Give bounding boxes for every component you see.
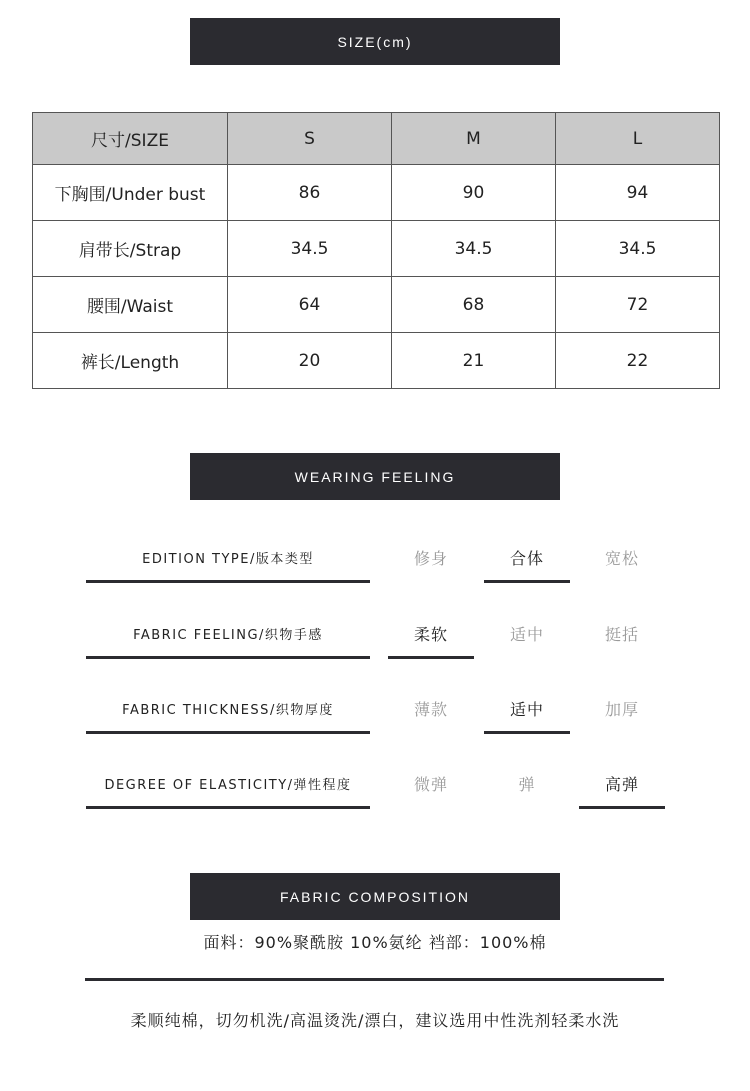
table-row	[33, 333, 720, 389]
cell-value: 20	[228, 333, 392, 389]
feeling-option: 适中	[509, 625, 544, 644]
care-instructions: 柔顺纯棉，切勿机洗/高温烫洗/漂白，建议选用中性洗剂轻柔水洗	[130, 1011, 620, 1030]
cell-value: 68	[392, 277, 556, 333]
feeling-option: 薄款	[413, 700, 448, 719]
feeling-option: 加厚	[604, 700, 639, 719]
header-s: S	[228, 113, 392, 165]
feeling-option: 弹	[518, 775, 536, 794]
cell-value: 64	[228, 277, 392, 333]
wearing-banner	[190, 453, 560, 500]
divider	[85, 978, 664, 981]
cell-value: 21	[392, 333, 556, 389]
size-table	[32, 112, 720, 389]
feeling-option: 宽松	[604, 549, 639, 568]
table-row	[33, 277, 720, 333]
wearing-title: WEARING FEELING	[294, 468, 456, 485]
feeling-option: 修身	[413, 549, 448, 568]
feeling-label: DEGREE OF ELASTICITY/弹性程度	[86, 761, 370, 809]
feeling-option: 高弹	[579, 761, 665, 809]
row-label: 裤长/Length	[33, 333, 228, 389]
size-banner	[190, 18, 560, 65]
composition-text: 面料：90%聚酰胺 10%氨纶 裆部：100%棉	[203, 933, 547, 952]
table-row	[33, 221, 720, 277]
feeling-label: FABRIC FEELING/织物手感	[86, 611, 370, 659]
feeling-option: 适中	[484, 686, 570, 734]
header-m: M	[392, 113, 556, 165]
cell-value: 90	[392, 165, 556, 221]
feeling-label: FABRIC THICKNESS/织物厚度	[86, 686, 370, 734]
feeling-row-fabric-feeling	[86, 611, 666, 661]
table-row	[33, 165, 720, 221]
size-title: SIZE(cm)	[337, 33, 413, 50]
table-header-row	[33, 113, 720, 165]
feeling-option: 挺括	[604, 625, 639, 644]
composition-title: FABRIC COMPOSITION	[279, 888, 470, 905]
feeling-label: EDITION TYPE/版本类型	[86, 535, 370, 583]
feeling-option: 微弹	[413, 775, 448, 794]
row-label: 腰围/Waist	[33, 277, 228, 333]
cell-value: 86	[228, 165, 392, 221]
feeling-option: 合体	[484, 535, 570, 583]
header-size: 尺寸/SIZE	[33, 113, 228, 165]
feeling-row-elasticity	[86, 761, 666, 811]
cell-value: 34.5	[392, 221, 556, 277]
cell-value: 34.5	[556, 221, 720, 277]
feeling-option: 柔软	[388, 611, 474, 659]
feeling-row-edition	[86, 535, 666, 585]
feeling-row-thickness	[86, 686, 666, 736]
cell-value: 72	[556, 277, 720, 333]
composition-banner	[190, 873, 560, 920]
row-label: 肩带长/Strap	[33, 221, 228, 277]
cell-value: 34.5	[228, 221, 392, 277]
header-l: L	[556, 113, 720, 165]
cell-value: 94	[556, 165, 720, 221]
cell-value: 22	[556, 333, 720, 389]
row-label: 下胸围/Under bust	[33, 165, 228, 221]
